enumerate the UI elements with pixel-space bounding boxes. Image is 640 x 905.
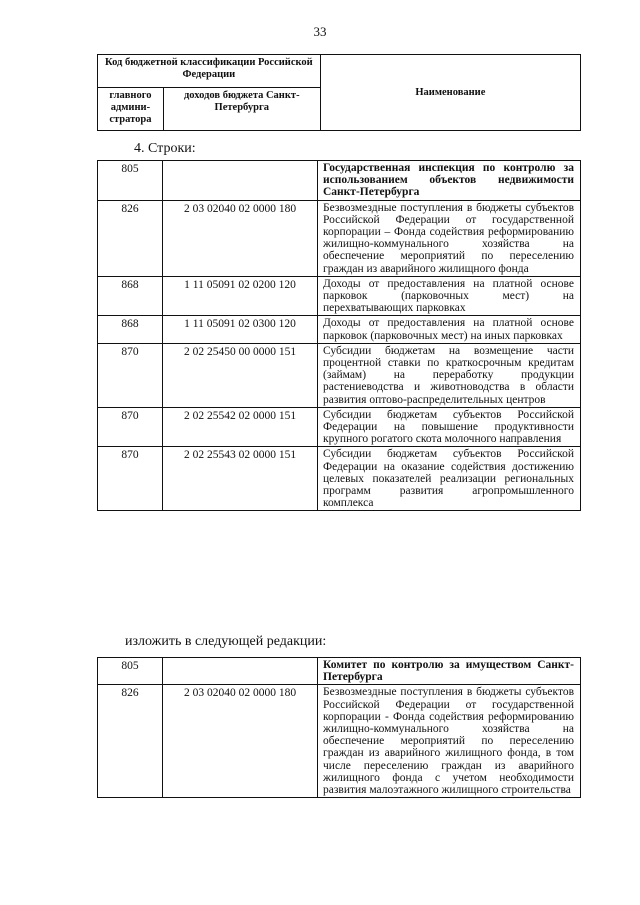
income-code-cell [163,161,318,201]
budget-code-header-table [97,54,581,131]
table-row [98,276,581,316]
income-code-cell: 2 03 02040 02 0000 180 [163,200,318,276]
page-number: 33 [313,24,327,39]
table-row [98,658,581,685]
classification-code-header: Код бюджетной классификации Российской Федерации [98,55,321,88]
admin-code-cell: 868 [98,316,163,343]
table-row [98,447,581,511]
admin-code-cell: 826 [98,685,163,798]
strings-caption: 4. Строки: [134,141,196,156]
admin-code-cell: 868 [98,276,163,316]
income-code-cell: 2 02 25542 02 0000 151 [163,407,318,447]
income-code-column-header: доходов бюджета Санкт-Петербурга [163,88,320,131]
new-edition-rows-table [97,657,581,798]
table-row [98,161,581,201]
administrator-column-header: главного админи-стратора [98,88,164,131]
admin-code-cell: 870 [98,447,163,511]
income-code-cell: 1 11 05091 02 0300 120 [163,316,318,343]
original-rows-table [97,160,581,511]
table-row [98,343,581,407]
income-code-cell [163,658,318,685]
name-column-header: Наименование [320,55,580,131]
table-row [98,407,581,447]
table-row [98,685,581,798]
name-cell: Безвозмездные поступления в бюджеты субъектов Российской Федерации от государственной корпорации – Фонда содействия реформированию жилищно-коммунального хозяйства на обеспечение мероприятий по переселению граждан из аварийного жилищного фонда [318,200,581,276]
name-cell: Доходы от предоставления на платной основе парковок (парковочных мест) на иных парковках [318,316,581,343]
name-cell: Субсидии бюджетам на возмещение части процентной ставки по краткосрочным кредитам (займам) на переработку продукции растениеводства и животноводства в области развития оптово-распределительных центров [318,343,581,407]
table-row [98,316,581,343]
admin-code-cell: 826 [98,200,163,276]
income-code-cell: 2 03 02040 02 0000 180 [163,685,318,798]
name-cell: Доходы от предоставления на платной основе парковок (парковочных мест) на перехватывающих парковках [318,276,581,316]
income-code-cell: 1 11 05091 02 0200 120 [163,276,318,316]
admin-code-cell: 805 [98,161,163,201]
admin-code-cell: 870 [98,343,163,407]
name-cell: Государственная инспекция по контролю за использованием объектов недвижимости Санкт-Петербурга [318,161,581,201]
income-code-cell: 2 02 25450 00 0000 151 [163,343,318,407]
name-cell: Комитет по контролю за имуществом Санкт-Петербурга [318,658,581,685]
table-row [98,200,581,276]
name-cell: Безвозмездные поступления в бюджеты субъектов Российской Федерации от государственной корпорации - Фонда содействия реформированию жилищно-коммунального хозяйства на обеспечение мероприятий по переселению граждан из аварийного жилищного фонда, в том числе переселению граждан из аварийного жилищного фонда с учетом необходимости развития малоэтажного жилищного строительства [318,685,581,798]
new-edition-caption: изложить в следующей редакции: [125,634,327,649]
name-cell: Субсидии бюджетам субъектов Российской Федерации на повышение продуктивности крупного рогатого скота молочного направления [318,407,581,447]
name-cell: Субсидии бюджетам субъектов Российской Федерации на оказание содействия достижению целевых показателей реализации региональных программ развития агропромышленного комплекса [318,447,581,511]
admin-code-cell: 805 [98,658,163,685]
admin-code-cell: 870 [98,407,163,447]
income-code-cell: 2 02 25543 02 0000 151 [163,447,318,511]
